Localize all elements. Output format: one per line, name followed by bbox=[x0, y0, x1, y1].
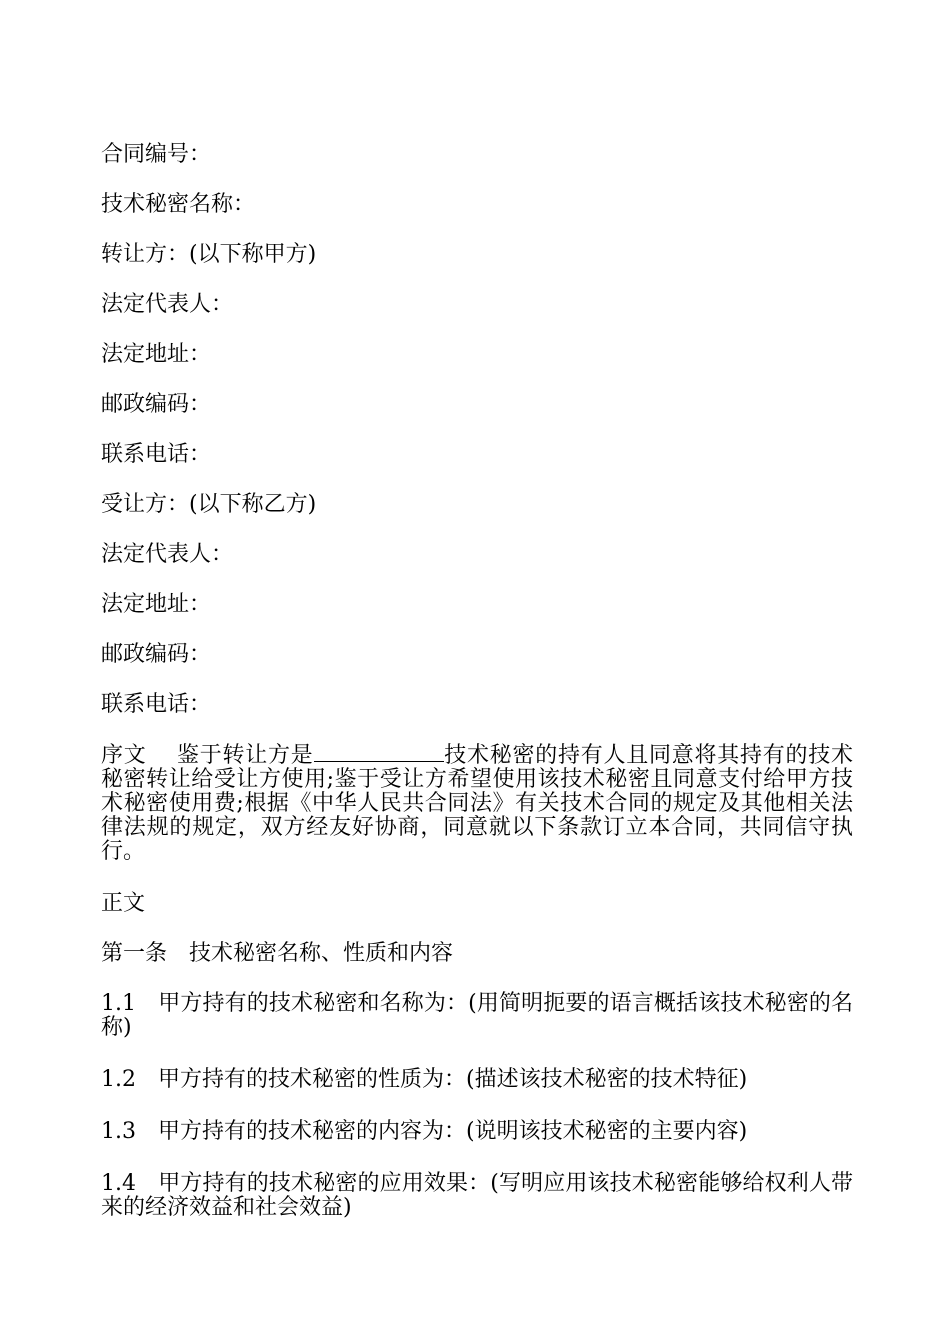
secret-name-field: 技术秘密名称： bbox=[101, 192, 256, 217]
preamble-lead-text: 序文 鉴于转让方是 bbox=[101, 743, 314, 768]
party-b-legal-rep-field: 法定代表人： bbox=[101, 542, 234, 567]
contract-body bbox=[101, 143, 853, 1248]
contract-number-field: 合同编号： bbox=[101, 142, 212, 167]
clause-1-3: 1.3 甲方持有的技术秘密的内容为：(说明该技术秘密的主要内容) bbox=[101, 1119, 748, 1144]
preamble-body-text: 技术秘密的持有人且同意将其持有的技术秘密转让给受让方使用;鉴于受让方希望使用该技术秘密且同意支付给甲方技术秘密使用费;根据《中华人民共合同法》有关技术合同的规定及其他相关法律法规的规定，双方经友好协商，同意就以下条款订立本合同，共同信守执行。 bbox=[101, 743, 853, 864]
clause-1-4: 1.4 甲方持有的技术秘密的应用效果：(写明应用该技术秘密能够给权利人带来的经济效益和社会效益) bbox=[101, 1171, 853, 1220]
party-b-postcode-field: 邮政编码： bbox=[101, 642, 212, 667]
party-a-postcode-field: 邮政编码： bbox=[101, 392, 212, 417]
party-a-address-field: 法定地址： bbox=[101, 342, 212, 367]
article-1-heading: 第一条 技术秘密名称、性质和内容 bbox=[101, 941, 454, 966]
party-b-phone-field: 联系电话： bbox=[101, 692, 212, 717]
preamble-paragraph bbox=[101, 743, 853, 864]
clause-1-1: 1.1 甲方持有的技术秘密和名称为：(用简明扼要的语言概括该技术秘密的名称) bbox=[101, 991, 853, 1040]
party-b-address-field: 法定地址： bbox=[101, 592, 212, 617]
transferor-field: 转让方：(以下称甲方) bbox=[101, 242, 317, 267]
fill-in-blank bbox=[314, 743, 444, 762]
party-a-legal-rep-field: 法定代表人： bbox=[101, 292, 234, 317]
clause-1-2: 1.2 甲方持有的技术秘密的性质为：(描述该技术秘密的技术特征) bbox=[101, 1067, 748, 1092]
party-a-phone-field: 联系电话： bbox=[101, 442, 212, 467]
transferee-field: 受让方：(以下称乙方) bbox=[101, 492, 317, 517]
body-title: 正文 bbox=[101, 891, 146, 916]
